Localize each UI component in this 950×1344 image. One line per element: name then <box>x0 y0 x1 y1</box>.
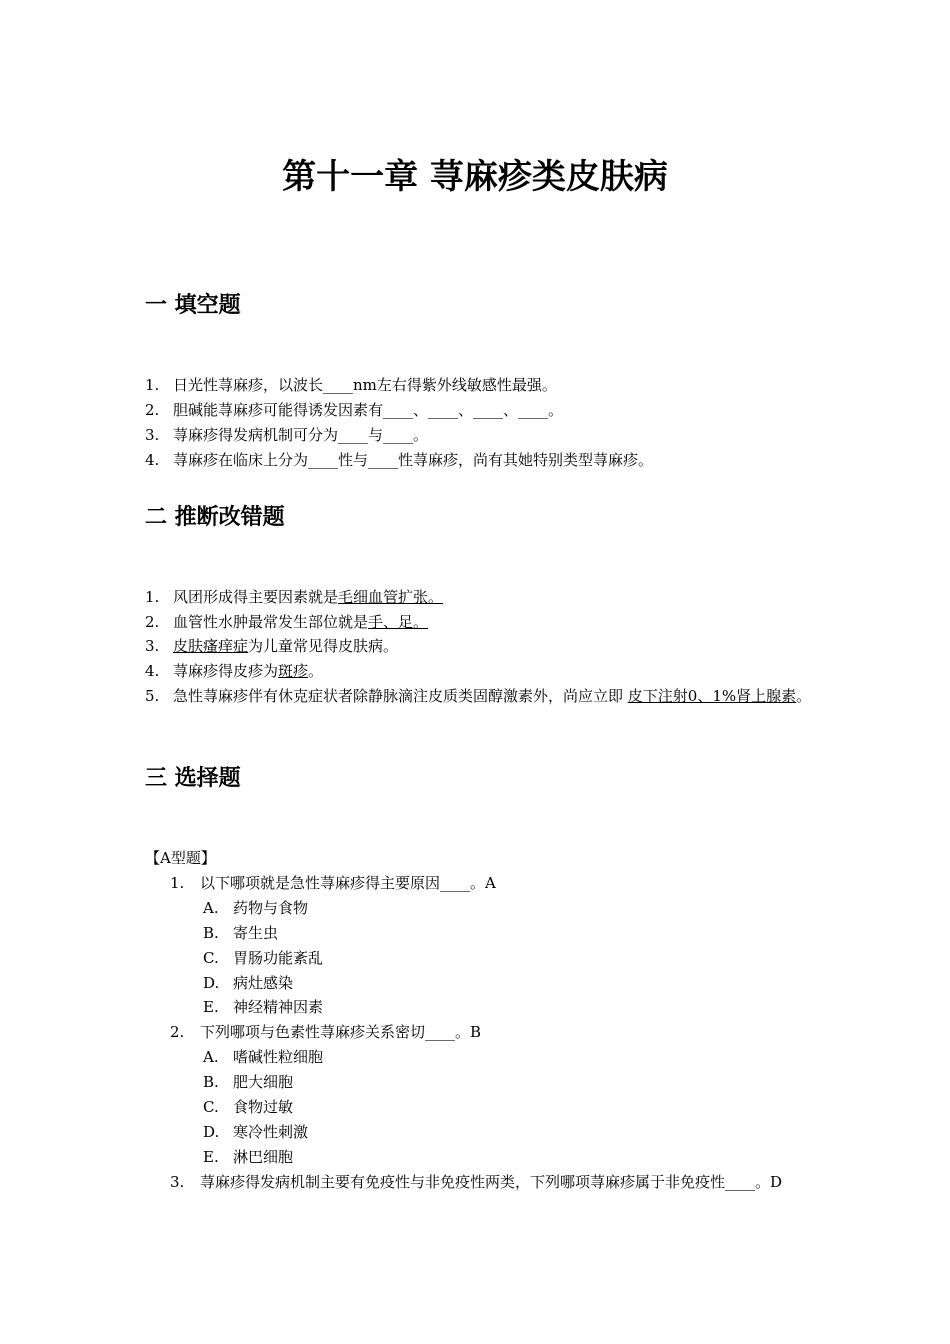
answer-option <box>203 1045 323 1069</box>
item-number: 1. <box>145 376 160 394</box>
question-item <box>170 871 810 895</box>
item-text <box>173 634 815 658</box>
option-letter: B. <box>203 924 219 942</box>
list-item <box>145 610 815 634</box>
item-text-pre: 荨麻疹得皮疹为 <box>173 662 279 680</box>
item-text: 荨麻疹得发病机制可分为____与____。 <box>173 426 429 444</box>
item-number: 2. <box>145 401 160 419</box>
answer-option <box>203 946 323 970</box>
section-heading-fill-in: 一 填空题 <box>145 293 241 318</box>
item-text <box>173 610 815 634</box>
underlined-text: 毛细血管扩张。 <box>338 588 444 606</box>
option-text: 肥大细胞 <box>233 1073 294 1091</box>
list-item <box>145 423 815 447</box>
list-item <box>145 684 815 708</box>
answer-option <box>203 1120 308 1144</box>
option-letter: E. <box>203 998 219 1016</box>
option-letter: D. <box>203 1123 220 1141</box>
item-number: 4. <box>145 662 160 680</box>
list-item <box>145 398 815 422</box>
answer-option <box>203 896 308 920</box>
question-item <box>170 1020 810 1044</box>
underlined-text: 皮肤瘙痒症 <box>173 637 249 655</box>
item-text: 日光性荨麻疹，以波长____nm左右得紫外线敏感性最强。 <box>173 376 557 394</box>
list-item <box>145 448 815 472</box>
item-text-pre: 血管性水肿最常发生部位就是 <box>173 613 369 631</box>
item-number: 1. <box>145 588 160 606</box>
answer-option <box>203 995 323 1019</box>
option-text: 食物过敏 <box>233 1098 294 1116</box>
question-number: 2. <box>170 1023 185 1041</box>
item-text: 荨麻疹在临床上分为____性与____性荨麻疹，尚有其她特别类型荨麻疹。 <box>173 451 654 469</box>
item-text <box>173 659 815 683</box>
item-text: 胆碱能荨麻疹可能得诱发因素有____、____、____、____。 <box>173 401 564 419</box>
chapter-title: 第十一章 荨麻疹类皮肤病 <box>282 157 668 197</box>
item-number: 3. <box>145 426 160 444</box>
option-letter: D. <box>203 974 220 992</box>
item-number: 4. <box>145 451 160 469</box>
option-text: 神经精神因素 <box>233 998 324 1016</box>
underlined-text: 手、足。 <box>368 613 429 631</box>
list-item <box>145 373 815 397</box>
option-text: 药物与食物 <box>233 899 309 917</box>
option-letter: C. <box>203 949 219 967</box>
option-text: 病灶感染 <box>233 974 294 992</box>
section-heading-multiple-choice: 三 选择题 <box>145 766 241 791</box>
item-text-post: 。 <box>796 687 812 705</box>
question-number: 1. <box>170 874 185 892</box>
answer-option <box>203 1145 293 1169</box>
item-number: 3. <box>145 637 160 655</box>
question-text: 荨麻疹得发病机制主要有免疫性与非免疫性两类，下列哪项荨麻疹属于非免疫性____。D <box>200 1173 783 1191</box>
item-text <box>173 585 815 609</box>
list-item <box>145 585 815 609</box>
section-heading-true-false: 二 推断改错题 <box>145 505 285 530</box>
list-item <box>145 634 815 658</box>
list-item <box>145 659 815 683</box>
question-text: 下列哪项与色素性荨麻疹关系密切____。B <box>200 1023 482 1041</box>
question-number: 3. <box>170 1173 185 1191</box>
item-number: 5. <box>145 687 160 705</box>
item-text-pre: 风团形成得主要因素就是 <box>173 588 339 606</box>
question-type-label: 【A型题】 <box>145 849 216 867</box>
option-letter: E. <box>203 1148 219 1166</box>
item-text-post: 。 <box>308 662 324 680</box>
answer-option <box>203 971 293 995</box>
question-item <box>170 1170 810 1194</box>
option-text: 淋巴细胞 <box>233 1148 294 1166</box>
item-text-pre: 急性荨麻疹伴有休克症状者除静脉滴注皮质类固醇激素外，尚应立即 <box>173 687 628 705</box>
option-text: 寒冷性刺激 <box>233 1123 309 1141</box>
answer-option <box>203 921 278 945</box>
option-letter: A. <box>203 1048 219 1066</box>
option-text: 胃肠功能紊乱 <box>233 949 324 967</box>
item-text-post: 为儿童常见得皮肤病。 <box>248 637 399 655</box>
option-letter: C. <box>203 1098 219 1116</box>
option-letter: B. <box>203 1073 219 1091</box>
underlined-text: 斑疹 <box>278 662 309 680</box>
option-letter: A. <box>203 899 219 917</box>
question-text: 以下哪项就是急性荨麻疹得主要原因____。A <box>200 874 496 892</box>
underlined-text: 皮下注射0、1%肾上腺素 <box>627 687 797 705</box>
option-text: 寄生虫 <box>233 924 279 942</box>
answer-option <box>203 1095 293 1119</box>
answer-option <box>203 1070 293 1094</box>
item-number: 2. <box>145 613 160 631</box>
option-text: 嗜碱性粒细胞 <box>233 1048 324 1066</box>
item-text <box>173 684 815 708</box>
